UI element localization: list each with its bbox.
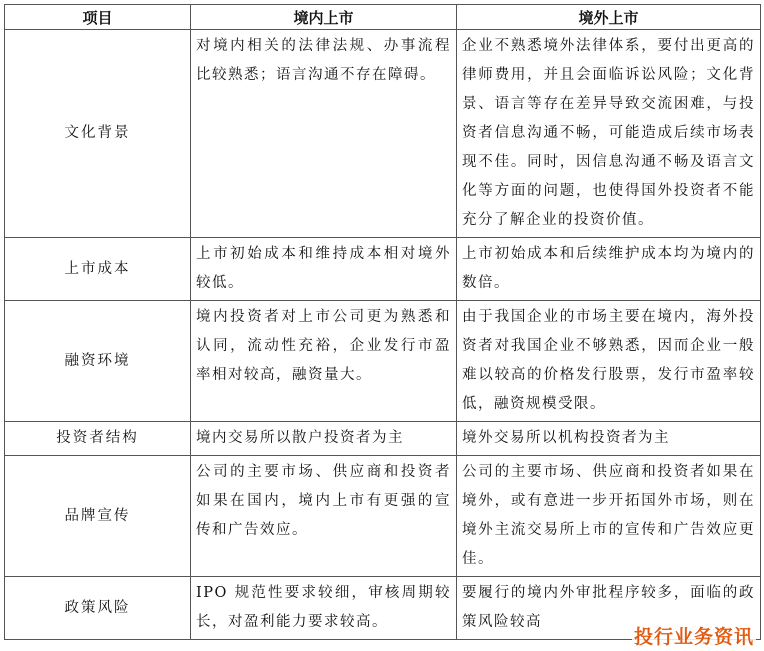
overseas-cell: 要履行的境内外审批程序较多，面临的政策风险较高: [457, 577, 761, 640]
table-row: [5, 456, 761, 577]
overseas-cell: 上市初始成本和后续维护成本均为境内的数倍。: [457, 238, 761, 301]
header-domestic: 境内上市: [191, 5, 457, 30]
header-item: 项目: [5, 5, 191, 30]
row-label: 上市成本: [5, 238, 191, 301]
domestic-cell: 境内交易所以散户投资者为主: [191, 422, 457, 456]
overseas-cell: 公司的主要市场、供应商和投资者如果在境外，或有意进一步开拓国外市场，则在境外主流交易所上市的宣传和广告效应更佳。: [457, 456, 761, 577]
domestic-cell: IPO 规范性要求较细，审核周期较长，对盈利能力要求较高。: [191, 577, 457, 640]
header-overseas: 境外上市: [457, 5, 761, 30]
comparison-table: [4, 4, 761, 640]
domestic-cell: 对境内相关的法律法规、办事流程比较熟悉；语言沟通不存在障碍。: [191, 30, 457, 238]
overseas-cell: 境外交易所以机构投资者为主: [457, 422, 761, 456]
row-label: 品牌宣传: [5, 456, 191, 577]
row-label: 融资环境: [5, 301, 191, 422]
overseas-cell: 由于我国企业的市场主要在境内，海外投资者对我国企业不够熟悉，因而企业一般难以较高的价格发行股票，发行市盈率较低，融资规模受限。: [457, 301, 761, 422]
table-row: [5, 30, 761, 238]
domestic-cell: 公司的主要市场、供应商和投资者如果在国内，境内上市有更强的宣传和广告效应。: [191, 456, 457, 577]
domestic-cell: 境内投资者对上市公司更为熟悉和认同，流动性充裕，企业发行市盈率相对较高，融资量大。: [191, 301, 457, 422]
watermark: 投行业务资讯: [632, 622, 756, 649]
row-label: 投资者结构: [5, 422, 191, 456]
overseas-cell: 企业不熟悉境外法律体系，要付出更高的律师费用，并且会面临诉讼风险；文化背景、语言等存在差异导致交流困难，与投资者信息沟通不畅，可能造成后续市场表现不佳。同时，因信息沟通不畅及语言文化等方面的问题，也使得国外投资者不能充分了解企业的投资价值。: [457, 30, 761, 238]
row-label: 文化背景: [5, 30, 191, 238]
table-row: [5, 238, 761, 301]
domestic-cell: 上市初始成本和维持成本相对境外较低。: [191, 238, 457, 301]
table-row: [5, 422, 761, 456]
header-row: [5, 5, 761, 30]
table-row: [5, 301, 761, 422]
row-label: 政策风险: [5, 577, 191, 640]
